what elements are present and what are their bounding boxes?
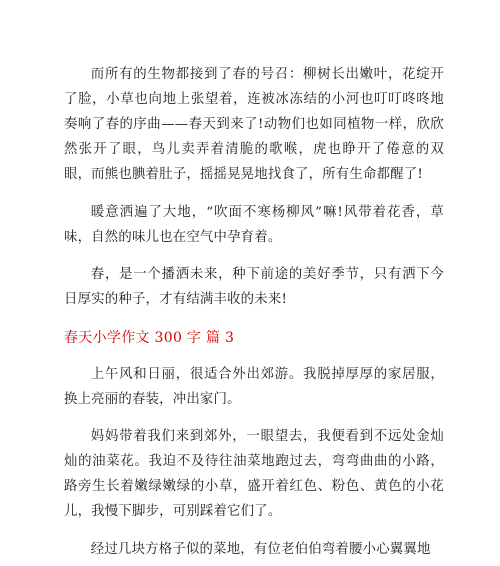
paragraph-rapeseed-flowers: 妈妈带着我们来到郊外，一眼望去，我便看到不远处金灿灿的油菜花。我迫不及待往油菜地跑过去，弯弯曲曲的小路，路旁生长着嫩绿嫩绿的小草，盛开着红色、粉色、黄色的小花儿，我慢下脚步，可别踩着它们了。 bbox=[64, 429, 444, 519]
paragraph-outing: 上午风和日丽，很适合外出郊游。我脱掉厚厚的家居服，换上亮丽的春装，冲出家门。 bbox=[64, 367, 444, 407]
paragraph-sowing-season: 春，是一个播洒未来，种下前途的美好季节，只有洒下今日厚实的种子，才有结满丰收的未来! bbox=[64, 267, 444, 307]
paragraph-warm-breeze: 暖意洒遍了大地，“吹面不寒杨柳风”嘛!风带着花香，草味，自然的味儿也在空气中孕育着。 bbox=[64, 205, 444, 245]
section-heading: 春天小学作文 300 字 篇 3 bbox=[64, 330, 235, 346]
paragraph-spring-awakening: 而所有的生物都接到了春的号召：柳树长出嫩叶，花绽开了脸，小草也向地上张望着，连被冰冻结的小河也叮叮咚咚地奏响了春的序曲——春天到来了!动物们也如同植物一样，欣欣然张开了眼，鸟儿卖弄着清脆的歌喉，虎也睁开了倦意的双眼，而熊也腆着肚子，摇摇晃晃地找食了，所有生命都醒了! bbox=[64, 67, 444, 182]
paragraph-vegetable-field: 经过几块方格子似的菜地，有位老伯伯弯着腰小心翼翼地 bbox=[90, 542, 431, 557]
